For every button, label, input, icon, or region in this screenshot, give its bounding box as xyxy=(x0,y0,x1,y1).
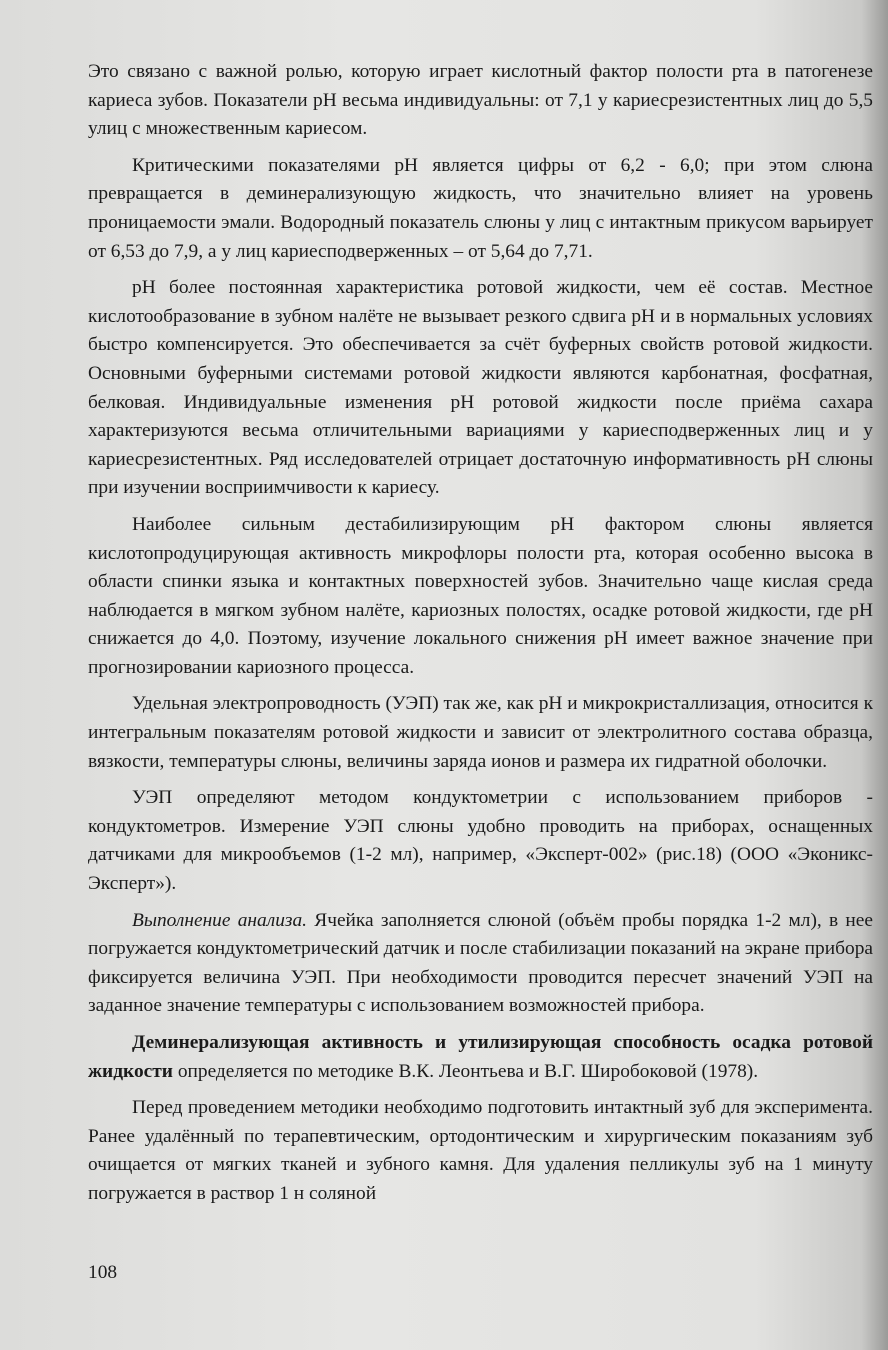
paragraph-5-text: Удельная электропроводность (УЭП) так же, как pH и микрокристаллизация, относится к интегральным показателям ротовой жидкости и зависит от электролитного состава образца, вязкости, температуры слюны, величины заряда ионов и размера их гидратной оболочки. xyxy=(88,693,873,772)
paragraph-1-text: Это связано с важной ролью, которую играет кислотный фактор полости рта в патогенезе кариеса зубов. Показатели pH весьма индивидуальны: от 7,1 у кариесрезистентных лиц до 5,5 улиц с множественным кариесом. xyxy=(88,61,873,140)
paragraph-5 xyxy=(88,690,873,776)
paragraph-3-text: pH более постоянная характеристика ротовой жидкости, чем её состав. Местное кислотообразование в зубном налёте не вызывает резкого сдвига pH и в нормальных условиях быстро компенсируется. Это обеспечивается за счёт буферных свойств ротовой жидкости. Основными буферными системами ротовой жидкости являются карбонатная, фосфатная, белковая. Индивидуальные изменения pH ротовой жидкости после приёма сахара характеризуются весьма отличительными вариациями у кариесподверженных лиц и у кариесрезистентных. Ряд исследователей отрицает достаточную информативность pH слюны при изучении восприимчивости к кариесу. xyxy=(88,277,873,499)
paragraph-4 xyxy=(88,511,873,683)
paragraph-7 xyxy=(88,907,873,1021)
body-text xyxy=(88,58,873,1217)
paragraph-8 xyxy=(88,1029,873,1086)
paragraph-9-text: Перед проведением методики необходимо подготовить интактный зуб для эксперимента. Ранее удалённый по терапевтическим, ортодонтическим и хирургическим показаниям зуб очищается от мягких тканей и зубного камня. Для удаления пелликулы зуб на 1 минуту погружается в раствор 1 н соляной xyxy=(88,1097,873,1204)
paragraph-2 xyxy=(88,152,873,266)
paragraph-7-text: Ячейка заполняется слюной (объём пробы порядка 1-2 мл), в нее погружается кондуктометрический датчик и после стабилизации показаний на экране прибора фиксируется величина УЭП. При необходимости проводится пересчет значений УЭП на заданное значение температуры с использованием возможностей прибора. xyxy=(88,909,873,1017)
paragraph-1 xyxy=(88,58,873,144)
paragraph-6-text: УЭП определяют методом кондуктометрии с использованием приборов - кондуктометров. Измерение УЭП слюны удобно проводить на приборах, оснащенных датчиками для микрообъемов (1-2 мл), например, «Эксперт-002» (рис.18) (ООО «Эконикс-Эксперт»). xyxy=(88,787,873,895)
paragraph-2-text: Критическими показателями pH является цифры от 6,2 - 6,0; при этом слюна превращается в деминерализующую жидкость, что значительно влияет на уровень проницаемости эмали. Водородный показатель слюны у лиц с интактным прикусом варьирует от 6,53 до 7,9, а у лиц кариесподверженных – от 5,64 до 7,71. xyxy=(88,154,873,262)
paragraph-3 xyxy=(88,274,873,503)
paragraph-8-text: определяется по методике В.К. Леонтьева и В.Г. Широбоковой (1978). xyxy=(172,1060,759,1082)
paragraph-9 xyxy=(88,1094,873,1208)
paragraph-4-text: Наиболее сильным дестабилизирующим pH фактором слюны является кислотопродуцирующая активность микрофлоры полости рта, которая особенно высока в области спинки языка и контактных поверхностей зубов. Значительно чаще кислая среда наблюдается в мягком зубном налёте, кариозных полостях, осадке ротовой жидкости, где pH снижается до 4,0. Поэтому, изучение локального снижения pH имеет важное значение при прогнозировании кариозного процесса. xyxy=(88,513,873,678)
page-number: 108 xyxy=(88,1262,118,1283)
paragraph-7-lead: Выполнение анализа. xyxy=(132,909,308,931)
paragraph-8-lead: Деминерализующая активность и утилизирующая способность осадка ротовой жидкости xyxy=(88,1032,873,1082)
paragraph-6 xyxy=(88,784,873,898)
